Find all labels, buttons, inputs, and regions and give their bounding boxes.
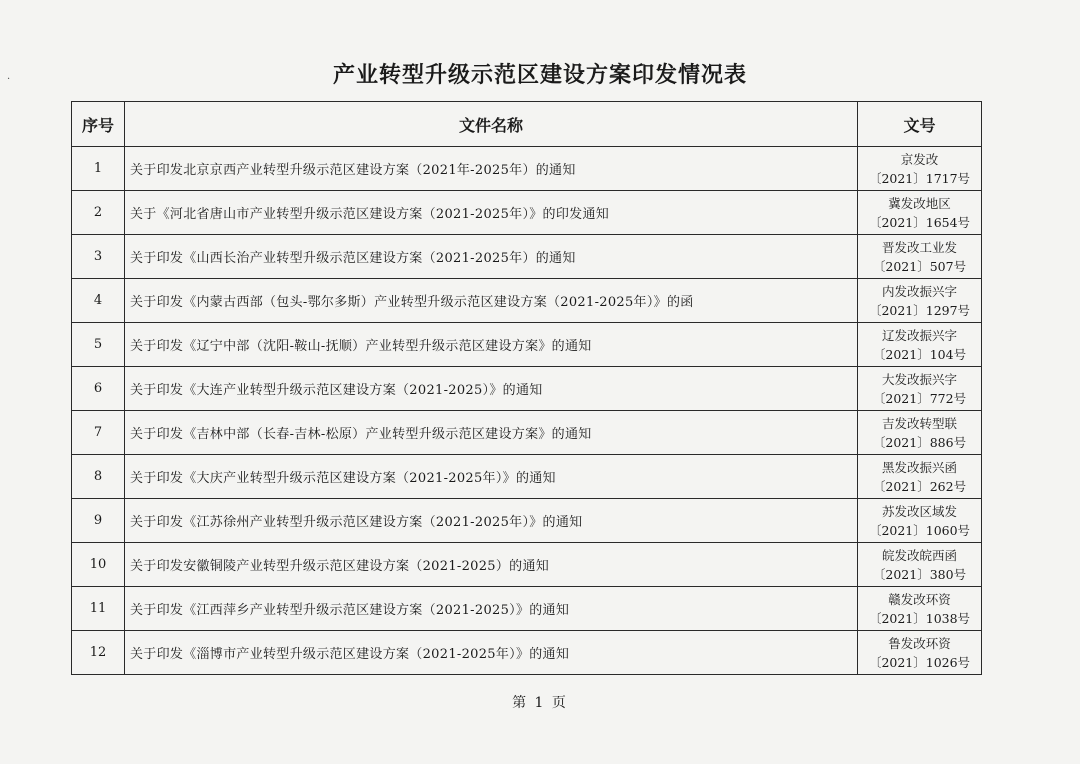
table-row bbox=[72, 191, 982, 235]
row-doc-no bbox=[858, 499, 982, 543]
table-row bbox=[72, 411, 982, 455]
scan-mark: · bbox=[7, 74, 11, 85]
row-doc-no bbox=[858, 631, 982, 675]
doc-no-number: 〔2021〕1654号 bbox=[868, 214, 971, 230]
doc-no-issuer: 鲁发改环资 bbox=[888, 635, 951, 651]
row-index: 6 bbox=[72, 367, 125, 411]
row-name: 关于印发《江苏徐州产业转型升级示范区建设方案（2021-2025年）》的通知 bbox=[125, 499, 858, 543]
row-doc-no bbox=[858, 367, 982, 411]
row-doc-no bbox=[858, 411, 982, 455]
doc-no-issuer: 内发改振兴字 bbox=[881, 283, 957, 299]
row-index: 4 bbox=[72, 279, 125, 323]
row-doc-no bbox=[858, 147, 982, 191]
doc-no-issuer: 京发改 bbox=[900, 151, 939, 167]
row-index: 12 bbox=[72, 631, 125, 675]
doc-no-number: 〔2021〕1026号 bbox=[868, 654, 971, 670]
table-row bbox=[72, 367, 982, 411]
table-row bbox=[72, 499, 982, 543]
doc-no-number: 〔2021〕1717号 bbox=[868, 170, 971, 186]
row-name: 关于印发《大连产业转型升级示范区建设方案（2021-2025）》的通知 bbox=[125, 367, 858, 411]
doc-no-number: 〔2021〕262号 bbox=[872, 478, 967, 494]
doc-no-issuer: 晋发改工业发 bbox=[881, 239, 957, 255]
doc-no-number: 〔2021〕380号 bbox=[872, 566, 967, 582]
document-table bbox=[71, 101, 982, 675]
table-row bbox=[72, 147, 982, 191]
table-row bbox=[72, 455, 982, 499]
row-index: 5 bbox=[72, 323, 125, 367]
row-name: 关于印发《辽宁中部（沈阳-鞍山-抚顺）产业转型升级示范区建设方案》的通知 bbox=[125, 323, 858, 367]
doc-no-issuer: 黑发改振兴函 bbox=[881, 459, 957, 475]
row-index: 10 bbox=[72, 543, 125, 587]
doc-no-number: 〔2021〕507号 bbox=[872, 258, 967, 274]
row-name: 关于印发北京京西产业转型升级示范区建设方案（2021年-2025年）的通知 bbox=[125, 147, 858, 191]
row-name: 关于《河北省唐山市产业转型升级示范区建设方案（2021-2025年）》的印发通知 bbox=[125, 191, 858, 235]
row-doc-no bbox=[858, 191, 982, 235]
doc-no-number: 〔2021〕1297号 bbox=[868, 302, 971, 318]
row-name: 关于印发《江西萍乡产业转型升级示范区建设方案（2021-2025）》的通知 bbox=[125, 587, 858, 631]
doc-no-issuer: 吉发改转型联 bbox=[881, 415, 957, 431]
row-index: 8 bbox=[72, 455, 125, 499]
row-name: 关于印发《大庆产业转型升级示范区建设方案（2021-2025年）》的通知 bbox=[125, 455, 858, 499]
table-row bbox=[72, 631, 982, 675]
row-index: 7 bbox=[72, 411, 125, 455]
page-number: 第 1 页 bbox=[512, 695, 568, 711]
doc-no-number: 〔2021〕1038号 bbox=[868, 610, 971, 626]
row-name: 关于印发《吉林中部（长春-吉林-松原）产业转型升级示范区建设方案》的通知 bbox=[125, 411, 858, 455]
doc-no-number: 〔2021〕104号 bbox=[872, 346, 967, 362]
row-doc-no bbox=[858, 543, 982, 587]
row-name: 关于印发《内蒙古西部（包头-鄂尔多斯）产业转型升级示范区建设方案（2021-2025年）》的函 bbox=[125, 279, 858, 323]
row-doc-no bbox=[858, 455, 982, 499]
table-header-row bbox=[72, 102, 982, 147]
doc-no-number: 〔2021〕886号 bbox=[872, 434, 967, 450]
header-index: 序号 bbox=[72, 102, 125, 147]
row-doc-no bbox=[858, 235, 982, 279]
table-row bbox=[72, 279, 982, 323]
doc-no-issuer: 皖发改皖西函 bbox=[881, 547, 957, 563]
row-doc-no bbox=[858, 279, 982, 323]
row-doc-no bbox=[858, 587, 982, 631]
table-row bbox=[72, 587, 982, 631]
row-index: 1 bbox=[72, 147, 125, 191]
table-row bbox=[72, 323, 982, 367]
page-title: 产业转型升级示范区建设方案印发情况表 bbox=[332, 63, 747, 88]
doc-no-issuer: 苏发改区域发 bbox=[881, 503, 957, 519]
header-name: 文件名称 bbox=[125, 102, 858, 147]
table-row bbox=[72, 543, 982, 587]
doc-no-issuer: 辽发改振兴字 bbox=[881, 327, 957, 343]
doc-no-number: 〔2021〕772号 bbox=[872, 390, 967, 406]
table-row bbox=[72, 235, 982, 279]
doc-no-issuer: 冀发改地区 bbox=[888, 195, 951, 211]
doc-no-number: 〔2021〕1060号 bbox=[868, 522, 971, 538]
doc-no-issuer: 赣发改环资 bbox=[888, 591, 951, 607]
row-name: 关于印发《淄博市产业转型升级示范区建设方案（2021-2025年）》的通知 bbox=[125, 631, 858, 675]
doc-no-issuer: 大发改振兴字 bbox=[881, 371, 957, 387]
row-name: 关于印发《山西长治产业转型升级示范区建设方案（2021-2025年）的通知 bbox=[125, 235, 858, 279]
row-doc-no bbox=[858, 323, 982, 367]
row-index: 3 bbox=[72, 235, 125, 279]
row-index: 2 bbox=[72, 191, 125, 235]
row-name: 关于印发安徽铜陵产业转型升级示范区建设方案（2021-2025）的通知 bbox=[125, 543, 858, 587]
row-index: 9 bbox=[72, 499, 125, 543]
row-index: 11 bbox=[72, 587, 125, 631]
header-doc-no: 文号 bbox=[858, 102, 982, 147]
